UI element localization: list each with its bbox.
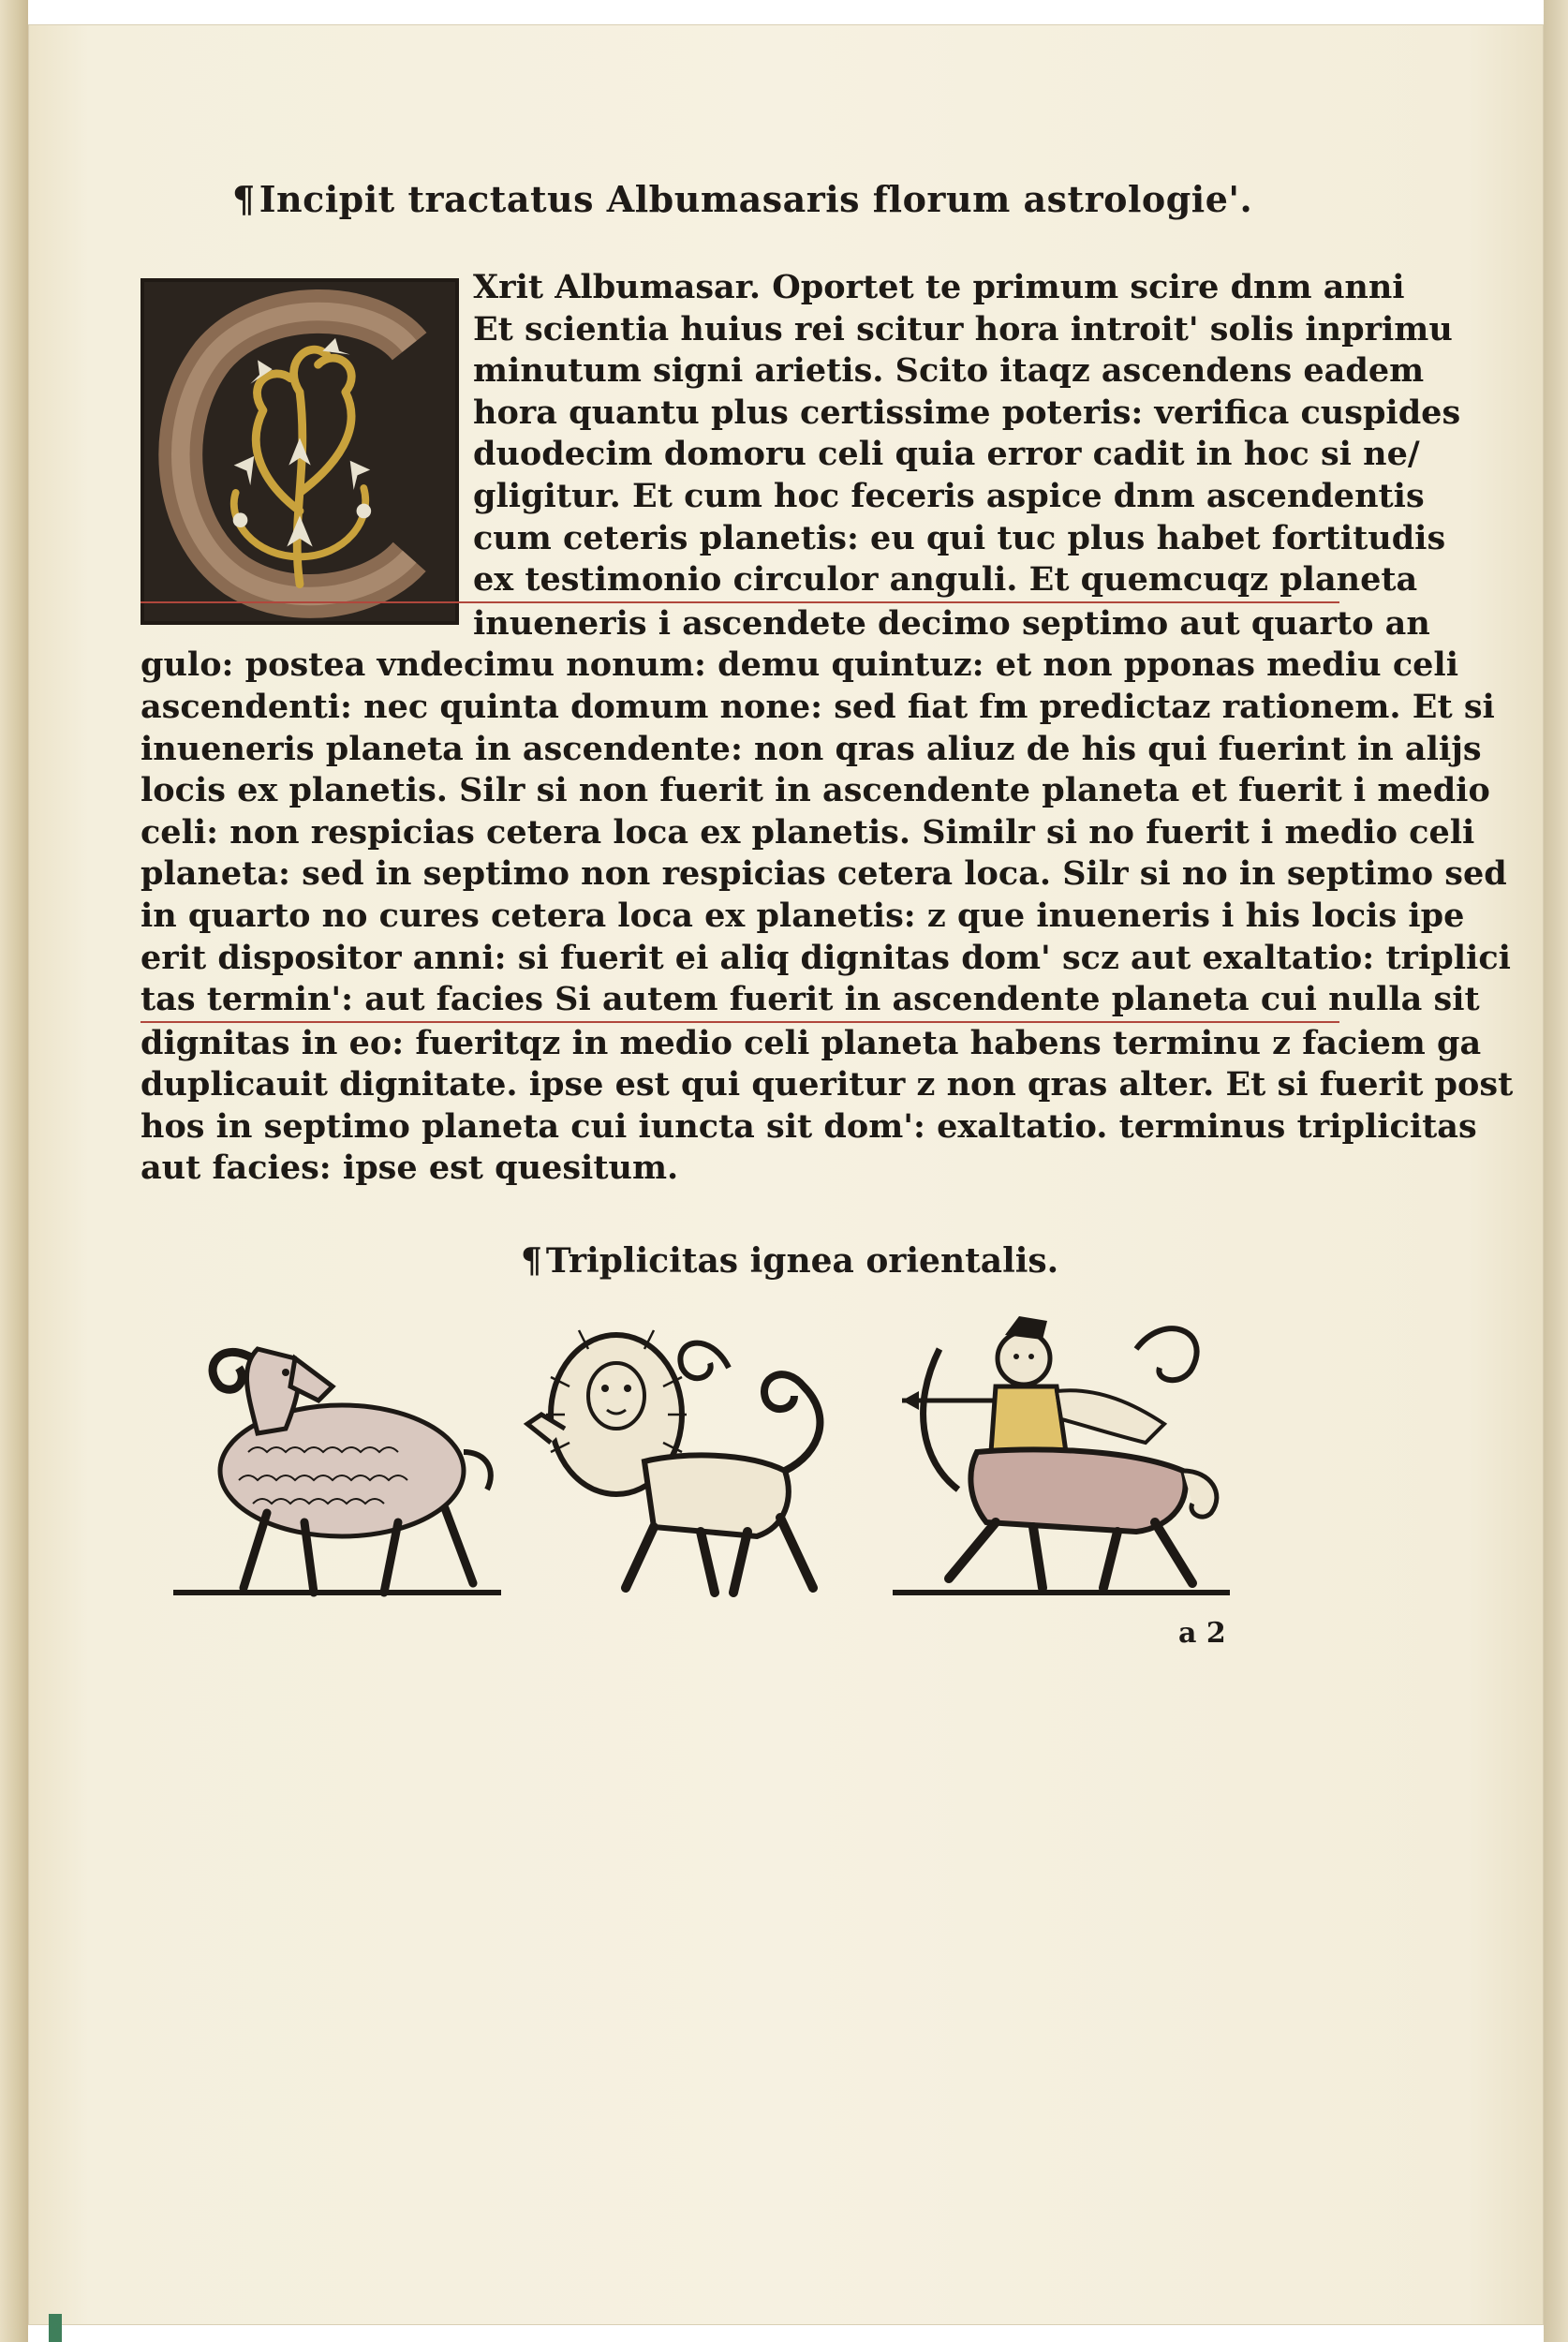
text-line: gulo: postea vndecimu nonum: demu quintuz: et non pponas mediu celi: [141, 645, 1458, 685]
page-heading: [232, 178, 1263, 220]
text-line: planeta: sed in septimo non respicias cetera loca. Silr si no in septimo sed: [141, 854, 1507, 894]
book-edge-right: [1544, 0, 1568, 2342]
text-line: locis ex planetis. Silr si non fuerit in ascendente planeta et fuerit i medio: [141, 771, 1490, 810]
text-line: tas termin': aut facies Si autem fuerit in ascendente planeta cui nulla sit: [141, 979, 1339, 1023]
lion-icon: [513, 1312, 865, 1621]
text-line: inueneris i ascendete decimo septimo aut quarto an: [473, 603, 1430, 643]
book-edge-left: [0, 0, 28, 2342]
text-line: duodecim domoru celi quia error cadit in hoc si ne/: [473, 435, 1420, 474]
lion-woodcut: [513, 1312, 865, 1621]
text-line: ex testimonio circulor anguli. Et quemcuqz planeta: [141, 559, 1339, 603]
text-line: erit dispositor anni: si fuerit ei aliq dignitas dom' scz aut exaltatio: triplici: [141, 938, 1511, 977]
text-line: Xrit Albumasar. Oportet te primum scire dnm anni: [473, 268, 1405, 306]
pilcrow-icon: ¶: [521, 1241, 542, 1281]
text-line: aut facies: ipse est quesitum.: [141, 1149, 679, 1188]
page-heading-text: Incipit tractatus Albumasaris florum astrologie'.: [259, 178, 1253, 220]
text-line: celi: non respicias cetera loca ex planetis. Similr si no fuerit i medio celi: [141, 812, 1475, 852]
text-line: inueneris planeta in ascendente: non qras aliuz de his qui fuerint in alijs: [141, 729, 1482, 768]
text-line: ascendenti: nec quinta domum none: sed fiat fm predictaz rationem. Et si: [141, 687, 1495, 726]
centaur-archer-icon: [883, 1312, 1239, 1621]
text-line: duplicauit dignitate. ipse est qui queritur z non qras alter. Et si fuerit post: [141, 1065, 1514, 1104]
ram-woodcut: [164, 1312, 510, 1621]
text-line: Et scientia huius rei scitur hora introit' solis inprimu: [473, 309, 1453, 348]
text-line: gligitur. Et cum hoc feceris aspice dnm ascendentis: [473, 476, 1425, 515]
ram-icon: [164, 1312, 510, 1621]
text-line: in quarto no cures cetera loca ex planetis: z que inueneris i his locis ipe: [141, 896, 1465, 935]
text-line: hos in septimo planeta cui iuncta sit dom': exaltatio. terminus triplicitas: [141, 1106, 1477, 1146]
text-line: dignitas in eo: fueritqz in medio celi planeta habens terminu z faciem ga: [141, 1023, 1482, 1062]
text-line: minutum signi arietis. Scito itaqz ascendens eadem: [473, 351, 1425, 391]
main-text: [141, 267, 1514, 1190]
section-subheading: [521, 1241, 1176, 1281]
binding-corner: [49, 2314, 62, 2342]
section-subheading-text: Triplicitas ignea orientalis.: [545, 1241, 1059, 1281]
centaur-archer-woodcut: [883, 1312, 1239, 1621]
text-line: cum ceteris planetis: eu qui tuc plus habet fortitudis: [473, 518, 1446, 557]
text-line: hora quantu plus certissime poteris: verifica cuspides: [473, 393, 1461, 432]
folio-signature: a 2: [1178, 1617, 1226, 1650]
pilcrow-icon: ¶: [232, 178, 256, 220]
